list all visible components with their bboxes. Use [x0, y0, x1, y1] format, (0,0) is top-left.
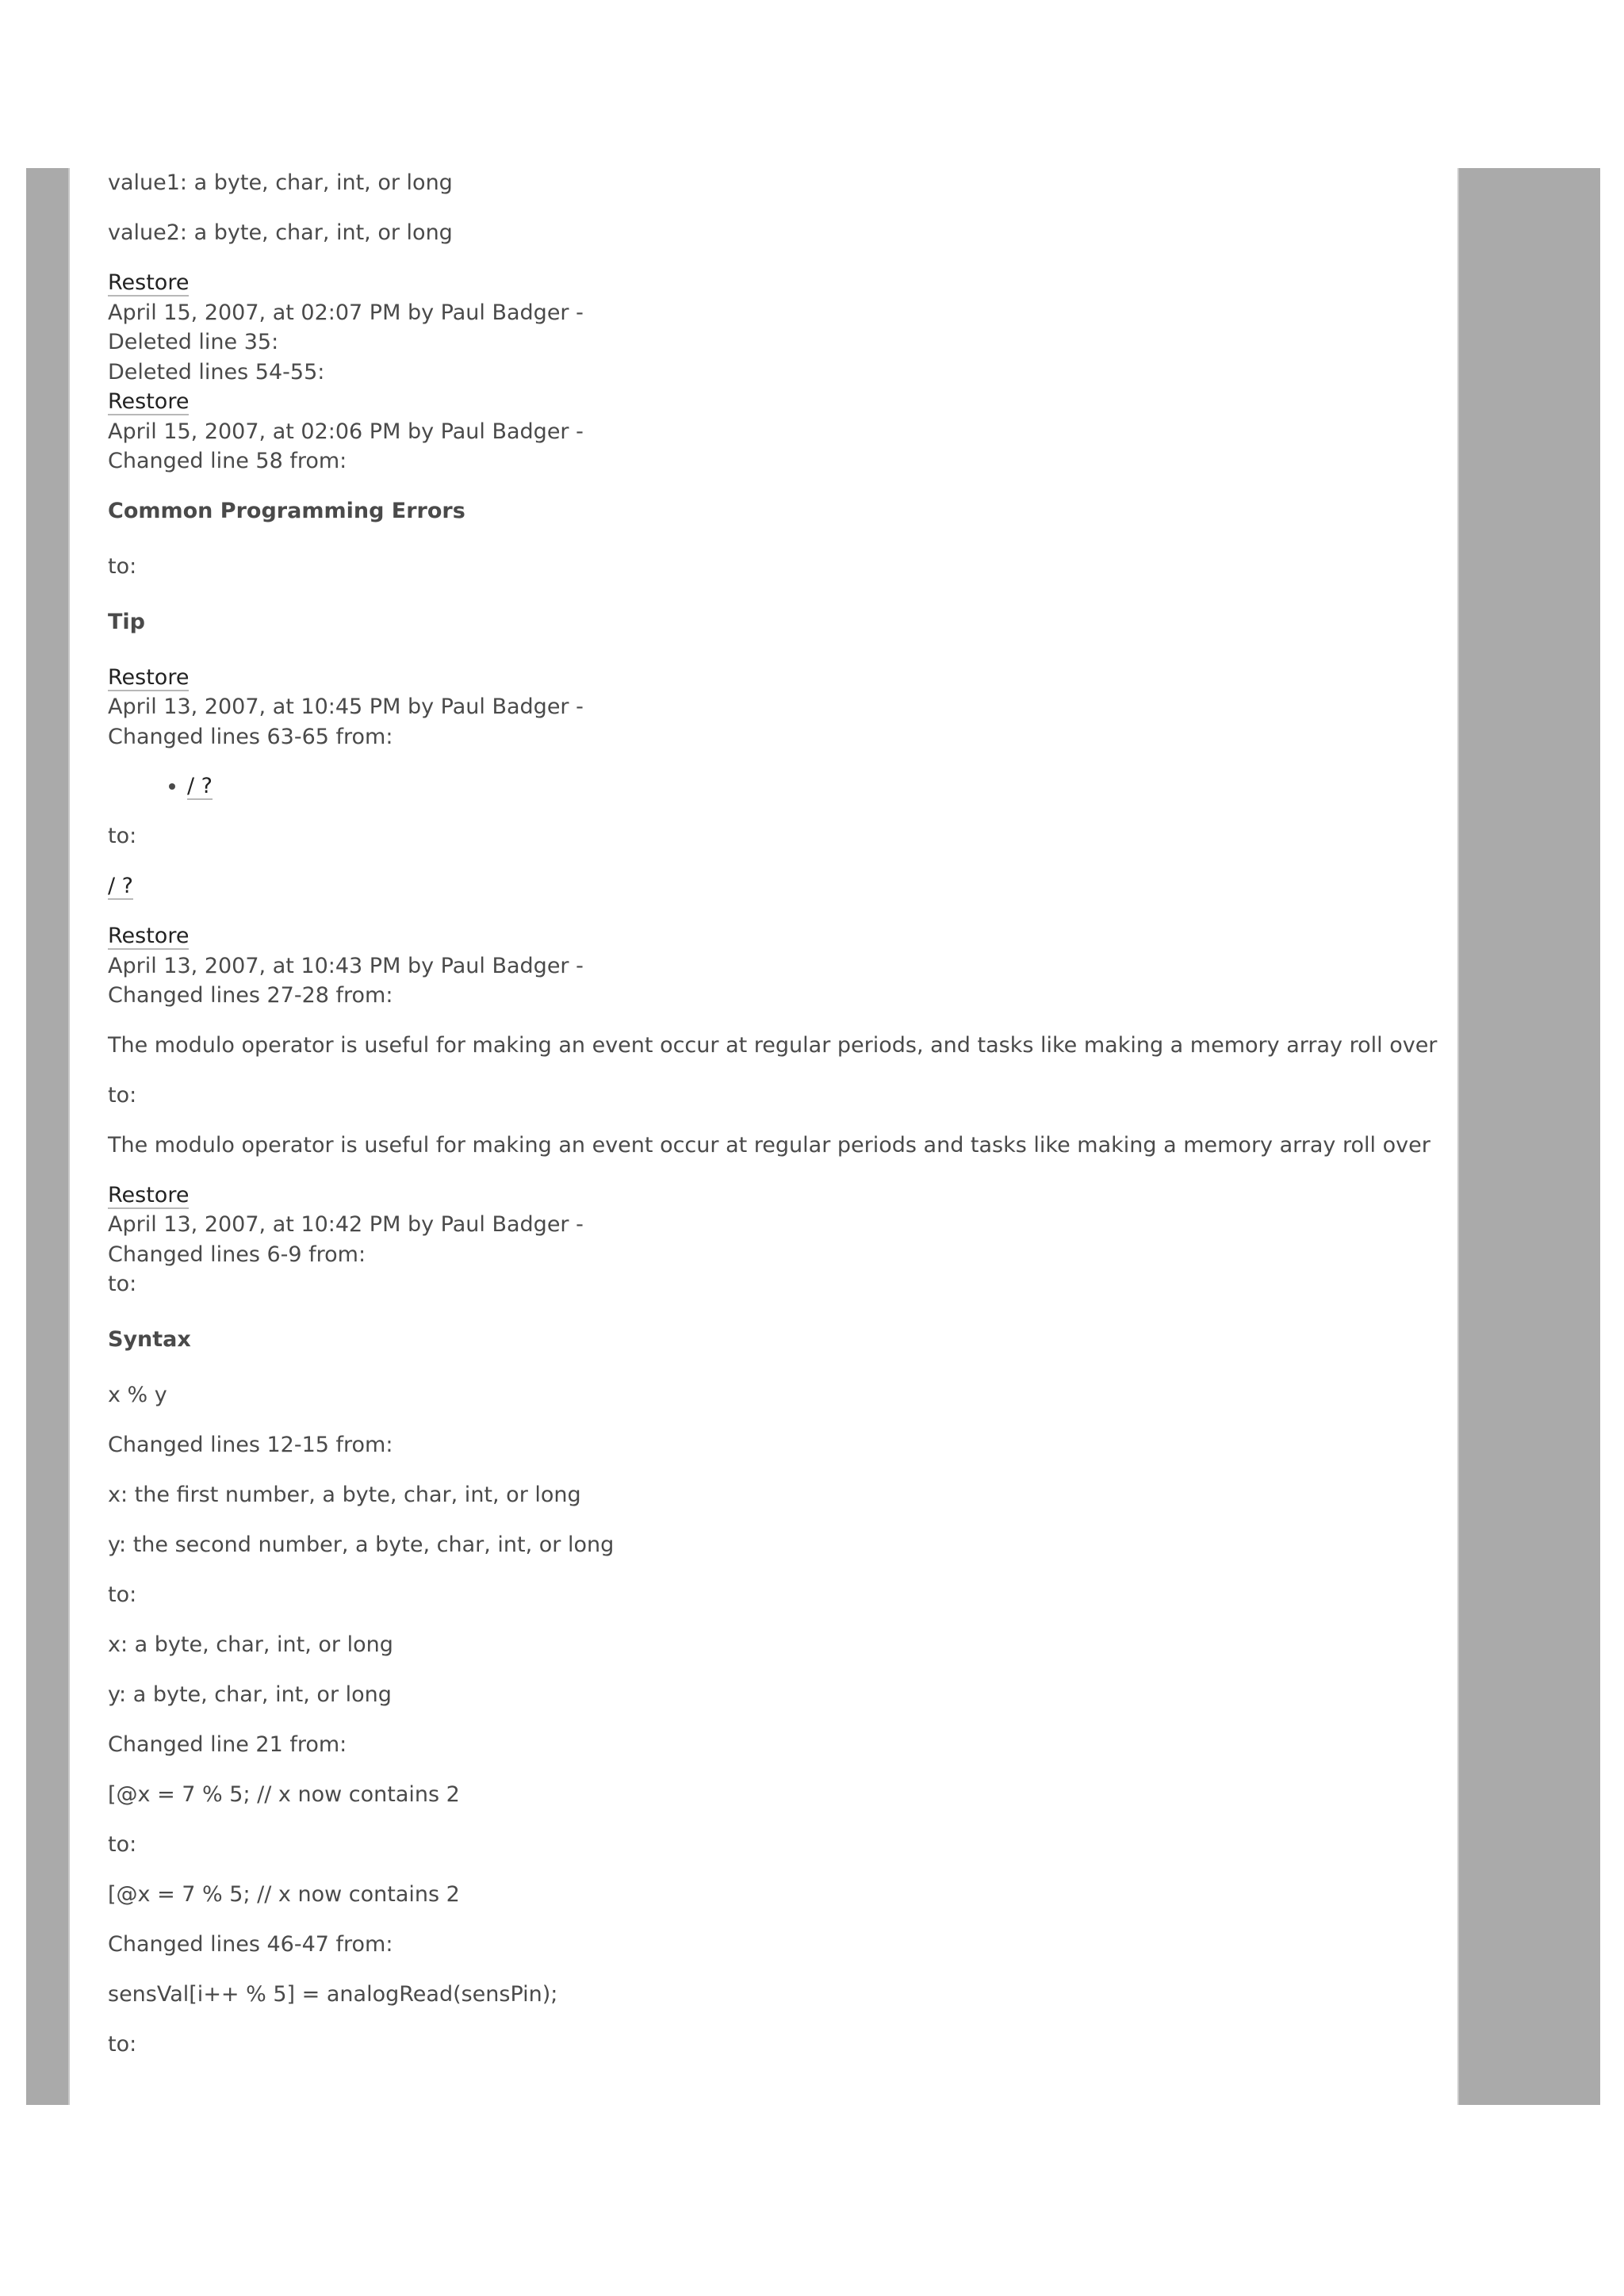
- revision-meta: April 15, 2007, at 02:06 PM by Paul Badger -: [108, 419, 584, 444]
- diff-summary: Changed lines 46-47 from:: [108, 1931, 393, 1957]
- diff-heading-old: Common Programming Errors: [108, 498, 465, 523]
- diff-to-label: to:: [108, 1082, 137, 1108]
- revision-meta: April 13, 2007, at 10:42 PM by Paul Badger -: [108, 1212, 584, 1237]
- revision-meta: April 13, 2007, at 10:45 PM by Paul Badger -: [108, 695, 584, 719]
- diff-to-label: to:: [108, 1831, 137, 1857]
- diff-summary: Changed lines 63-65 from:: [108, 724, 393, 749]
- reference-link[interactable]: / ?: [108, 874, 134, 898]
- list-item: [187, 771, 1440, 802]
- diff-to-label: to:: [108, 1272, 137, 1296]
- diff-old-text: sensVal[i++ % 5] = analogRead(sensPin);: [108, 1981, 558, 2007]
- diff-summary: Changed line 58 from:: [108, 449, 347, 473]
- page-history-content: [108, 168, 1440, 2080]
- diff-summary: Deleted line 35:: [108, 330, 279, 354]
- diff-to-label: to:: [108, 1582, 137, 1607]
- revision-meta: April 15, 2007, at 02:07 PM by Paul Badger -: [108, 300, 584, 325]
- right-sidebar-bar: [1457, 168, 1600, 2105]
- revision-meta: April 13, 2007, at 10:43 PM by Paul Badger -: [108, 953, 584, 978]
- diff-heading-new: Tip: [108, 609, 145, 634]
- syntax-text: x % y: [108, 1382, 167, 1407]
- diff-old-text: y: the second number, a byte, char, int, or long: [108, 1532, 615, 1557]
- diff-to-label: to:: [108, 2031, 137, 2057]
- restore-link[interactable]: Restore: [108, 924, 190, 948]
- value1-text: value1: a byte, char, int, or long: [108, 170, 453, 195]
- diff-list: [108, 771, 1440, 802]
- diff-summary: Changed lines 6-9 from:: [108, 1242, 366, 1267]
- diff-new-text: x: a byte, char, int, or long: [108, 1632, 393, 1657]
- reference-link[interactable]: / ?: [187, 774, 213, 798]
- diff-summary: Changed lines 12-15 from:: [108, 1432, 393, 1457]
- revision-entry: [108, 268, 1440, 476]
- diff-old-text: The modulo operator is useful for making an event occur at regular periods, and tasks like making a memory array roll over: [108, 1032, 1438, 1058]
- restore-link[interactable]: Restore: [108, 664, 190, 690]
- diff-summary: Changed line 21 from:: [108, 1732, 347, 1757]
- revision-entry: [108, 663, 1440, 752]
- syntax-heading: Syntax: [108, 1326, 191, 1352]
- diff-summary: Changed lines 27-28 from:: [108, 983, 393, 1008]
- diff-new-text: y: a byte, char, int, or long: [108, 1682, 392, 1707]
- restore-link[interactable]: Restore: [108, 270, 190, 295]
- restore-link[interactable]: Restore: [108, 389, 190, 414]
- diff-old-text: [@x = 7 % 5; // x now contains 2: [108, 1781, 460, 1807]
- diff-old-text: x: the first number, a byte, char, int, or long: [108, 1482, 581, 1507]
- diff-new-text: The modulo operator is useful for making an event occur at regular periods and tasks like making a memory array roll over: [108, 1132, 1431, 1158]
- revision-entry: [108, 1181, 1440, 1299]
- value2-text: value2: a byte, char, int, or long: [108, 220, 453, 245]
- diff-new-text: [@x = 7 % 5; // x now contains 2: [108, 1881, 460, 1907]
- revision-entry: [108, 921, 1440, 1011]
- diff-to-label: to:: [108, 553, 137, 579]
- diff-summary: Deleted lines 54-55:: [108, 359, 325, 385]
- left-sidebar-bar: [26, 168, 70, 2105]
- restore-link[interactable]: Restore: [108, 1182, 190, 1207]
- diff-to-label: to:: [108, 824, 137, 848]
